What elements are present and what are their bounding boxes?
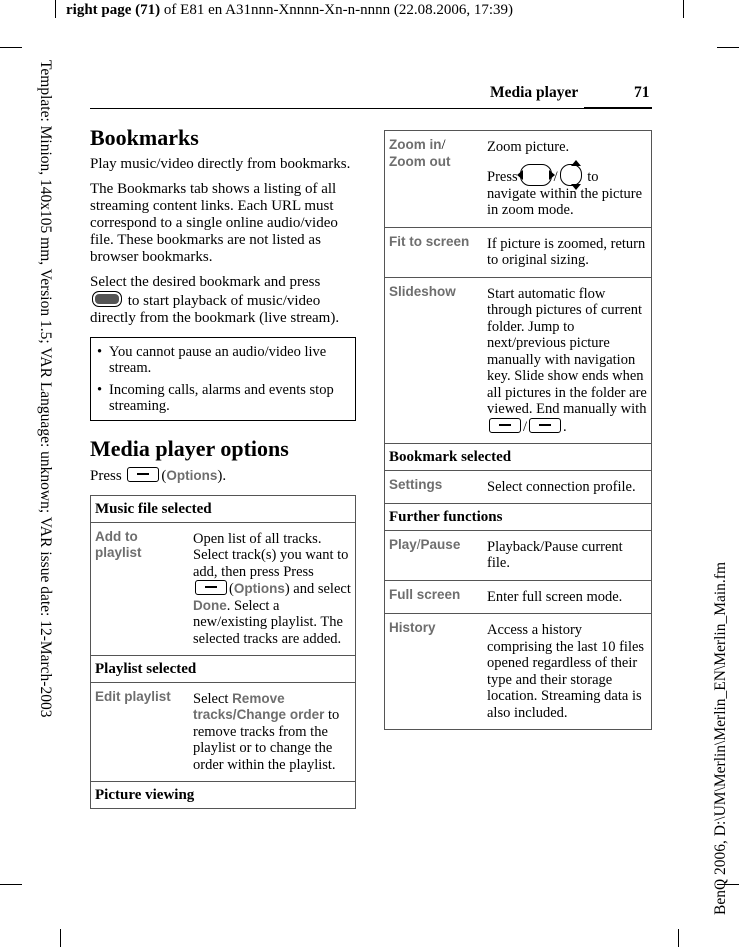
right-softkey-icon: [529, 418, 561, 433]
file-path: BenQ 2006, D:\UM\Merlin\Merlin_EN\Merlin_Main.fm: [712, 561, 729, 915]
left-softkey-icon: [489, 418, 521, 433]
table-row: [385, 277, 652, 444]
paragraph: Select the desired bookmark and press to start playback of music/video directly from the bookmark (live stream).: [90, 274, 340, 326]
section-title-options: Media player options: [90, 436, 289, 461]
option-history: History: [389, 620, 436, 635]
option-description: If picture is zoomed, return to original sizing.: [479, 227, 652, 277]
option-zoom-out: Zoom out: [389, 153, 451, 169]
table-section-bookmark: Bookmark selected: [385, 444, 652, 471]
table-row: [385, 227, 652, 277]
options-table-right: [384, 130, 652, 730]
table-row: Zoom in/ Zoom out Zoom picture. Press / to navigate within the picture in zoom mode.: [385, 131, 652, 228]
option-description: Zoom picture. Press / to navigate within the picture in zoom mode.: [479, 131, 652, 228]
option-full-screen: Full screen: [389, 586, 461, 602]
crop-mark: [683, 0, 684, 18]
option-play: Play: [389, 536, 417, 552]
table-section-picture: Picture viewing: [91, 782, 356, 809]
options-table-left: [90, 495, 356, 809]
right-column: [384, 130, 652, 730]
crop-mark: [55, 0, 56, 18]
table-row: [91, 522, 356, 656]
header-rule: [90, 108, 652, 109]
option-description: Playback/Pause current file.: [479, 530, 652, 580]
table-section-further: Further functions: [385, 504, 652, 531]
option-add-to-playlist: Add to playlist: [95, 528, 142, 560]
table-section-music: Music file selected: [91, 496, 356, 523]
note-box: [90, 337, 356, 421]
option-description: Access a history comprising the last 10 files opened regardless of their type and their storage location. Streaming data is also included.: [479, 614, 652, 730]
option-edit-playlist: Edit playlist: [95, 688, 171, 704]
option-pause: Pause: [420, 536, 461, 552]
nav-left-right-icon: [520, 164, 552, 186]
crop-mark: [0, 47, 22, 48]
print-header: right page (71) of E81 en A31nnn-Xnnnn-Xn-n-nnnn (22.08.2006, 17:39): [66, 2, 514, 18]
left-softkey-icon: [195, 580, 227, 595]
option-fit-to-screen: Fit to screen: [389, 233, 470, 249]
table-row: [385, 614, 652, 730]
paragraph: Press (Options).: [90, 468, 227, 484]
note-item: • Incoming calls, alarms and events stop streaming.: [109, 382, 347, 414]
left-softkey-icon: [127, 467, 159, 482]
option-description: Select connection profile.: [479, 470, 652, 504]
crop-mark: [0, 884, 22, 885]
note-item: • You cannot pause an audio/video live stream.: [109, 344, 347, 376]
option-description: Open list of all tracks. Select track(s) you want to add, then press Press (Options) and select Done. Select a new/existing playlist. The selected tracks are added.: [185, 522, 356, 656]
option-description: Select Remove tracks/Change order to remove tracks from the playlist or to change the order within the playlist.: [185, 682, 356, 782]
option-settings: Settings: [389, 476, 443, 492]
section-title-bookmarks: Bookmarks: [90, 125, 199, 150]
crop-mark: [717, 47, 739, 48]
paragraph: Play music/video directly from bookmarks.: [90, 156, 351, 172]
option-description: Start automatic flow through pictures of current folder. Jump to next/previous picture manually with navigation key. Slide show ends when all pictures in the folder are viewed. End manually with / .: [479, 277, 652, 444]
option-slideshow: Slideshow: [389, 283, 456, 299]
left-column: [90, 126, 356, 809]
crop-mark: [678, 929, 679, 947]
paragraph: The Bookmarks tab shows a listing of all streaming content links. Each URL must correspond to a single online audio/video file. These bookmarks are not listed as browser bookmarks.: [90, 181, 338, 265]
page-number: 71: [634, 84, 650, 101]
running-title: Media player: [490, 84, 579, 101]
option-description: Enter full screen mode.: [479, 580, 652, 614]
center-key-icon: [92, 291, 122, 307]
template-info: Template: Minion, 140x105 mm, Version 1.5; VAR Language: unknown; VAR issue date: 12-March-2003: [37, 60, 54, 718]
crop-mark: [60, 929, 61, 947]
table-row: [385, 470, 652, 504]
table-row: Play/Pause Playback/Pause current file.: [385, 530, 652, 580]
table-section-playlist: Playlist selected: [91, 656, 356, 683]
option-zoom-in: Zoom in: [389, 137, 442, 152]
table-row: [91, 682, 356, 782]
header-rule-accent: [584, 107, 652, 109]
table-row: [385, 580, 652, 614]
nav-up-down-icon: [560, 164, 582, 186]
